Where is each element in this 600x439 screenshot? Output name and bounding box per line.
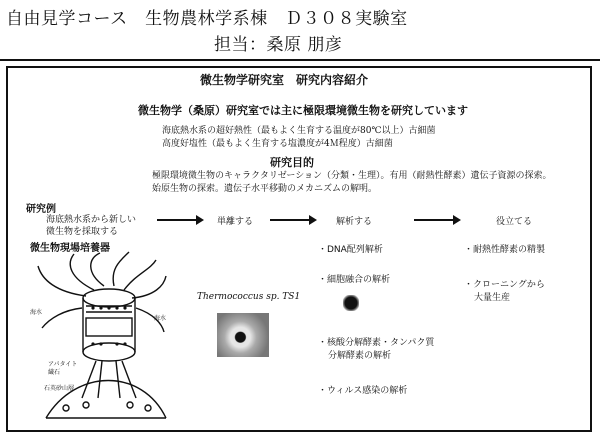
organism-label: Thermococcus sp. TS1: [197, 292, 301, 302]
header-course-room: 自由見学コース 生物農林学系棟 Ｄ３０８実験室: [6, 9, 408, 29]
device-label-left: 海水: [30, 309, 43, 316]
application-item-2: ・クローニングから: [464, 280, 545, 290]
application-item-1: ・耐熱性酵素の精製: [464, 245, 546, 255]
flow-arrow-1: [157, 219, 197, 221]
device-label-right: 海水: [154, 315, 167, 322]
analysis-item-2: ・細胞融合の解析: [318, 275, 391, 285]
example-line-2: 高度好塩性（最もよく生育する塩濃度が4Ｍ程度）古細菌: [162, 139, 393, 149]
flow-arrow-3: [414, 219, 454, 221]
device-label-apatite: アパタイト: [48, 361, 78, 368]
flow-step-analyze: 解析する: [336, 217, 373, 227]
purpose-line-2: 始原生物の探索。遺伝子水平移動のメカニズムの解明。: [152, 184, 378, 194]
cell-fusion-image: [343, 295, 359, 311]
research-example-line-1: 海底熱水系から新しい: [46, 215, 137, 225]
flow-arrow-2: [270, 219, 310, 221]
flow-step-isolate: 単離する: [217, 217, 254, 227]
culture-device-illustration: [26, 248, 174, 428]
device-label-silica: 石英砂山層: [44, 385, 75, 392]
analysis-item-3: ・核酸分解酵素・タンパク質: [318, 338, 435, 348]
culture-device-label: 微生物現場培養器: [30, 243, 110, 254]
application-item-2-cont: 大量生産: [474, 293, 511, 303]
device-label-fiber: 繊石: [48, 369, 61, 376]
lead-text: 微生物学（桑原）研究室では主に極限環境微生物を研究しています: [138, 104, 468, 117]
header-person-in-charge: 担当：桑原 朋彦: [214, 35, 343, 55]
research-example-line-2: 微生物を採取する: [46, 227, 119, 237]
thermococcus-micrograph: [217, 313, 269, 357]
purpose-heading: 研究目的: [270, 156, 314, 169]
analysis-item-3-cont: 分解酵素の解析: [328, 351, 392, 361]
poster-title: 微生物学研究室 研究内容紹介: [200, 73, 369, 87]
analysis-item-1: ・DNA配列解析: [318, 245, 383, 255]
flow-step-apply: 役立てる: [496, 217, 533, 227]
example-line-1: 海底熱水系の超好熱性（最もよく生育する温度が80℃以上）古細菌: [162, 126, 436, 136]
research-examples-heading: 研究例: [26, 204, 56, 215]
purpose-line-1: 極限環境微生物のキャラクタリゼーション（分類・生理）。有用（耐熱性酵素）遺伝子資源の探索。: [152, 171, 552, 181]
analysis-item-4: ・ウィルス感染の解析: [318, 386, 408, 396]
header-divider: [0, 59, 600, 61]
